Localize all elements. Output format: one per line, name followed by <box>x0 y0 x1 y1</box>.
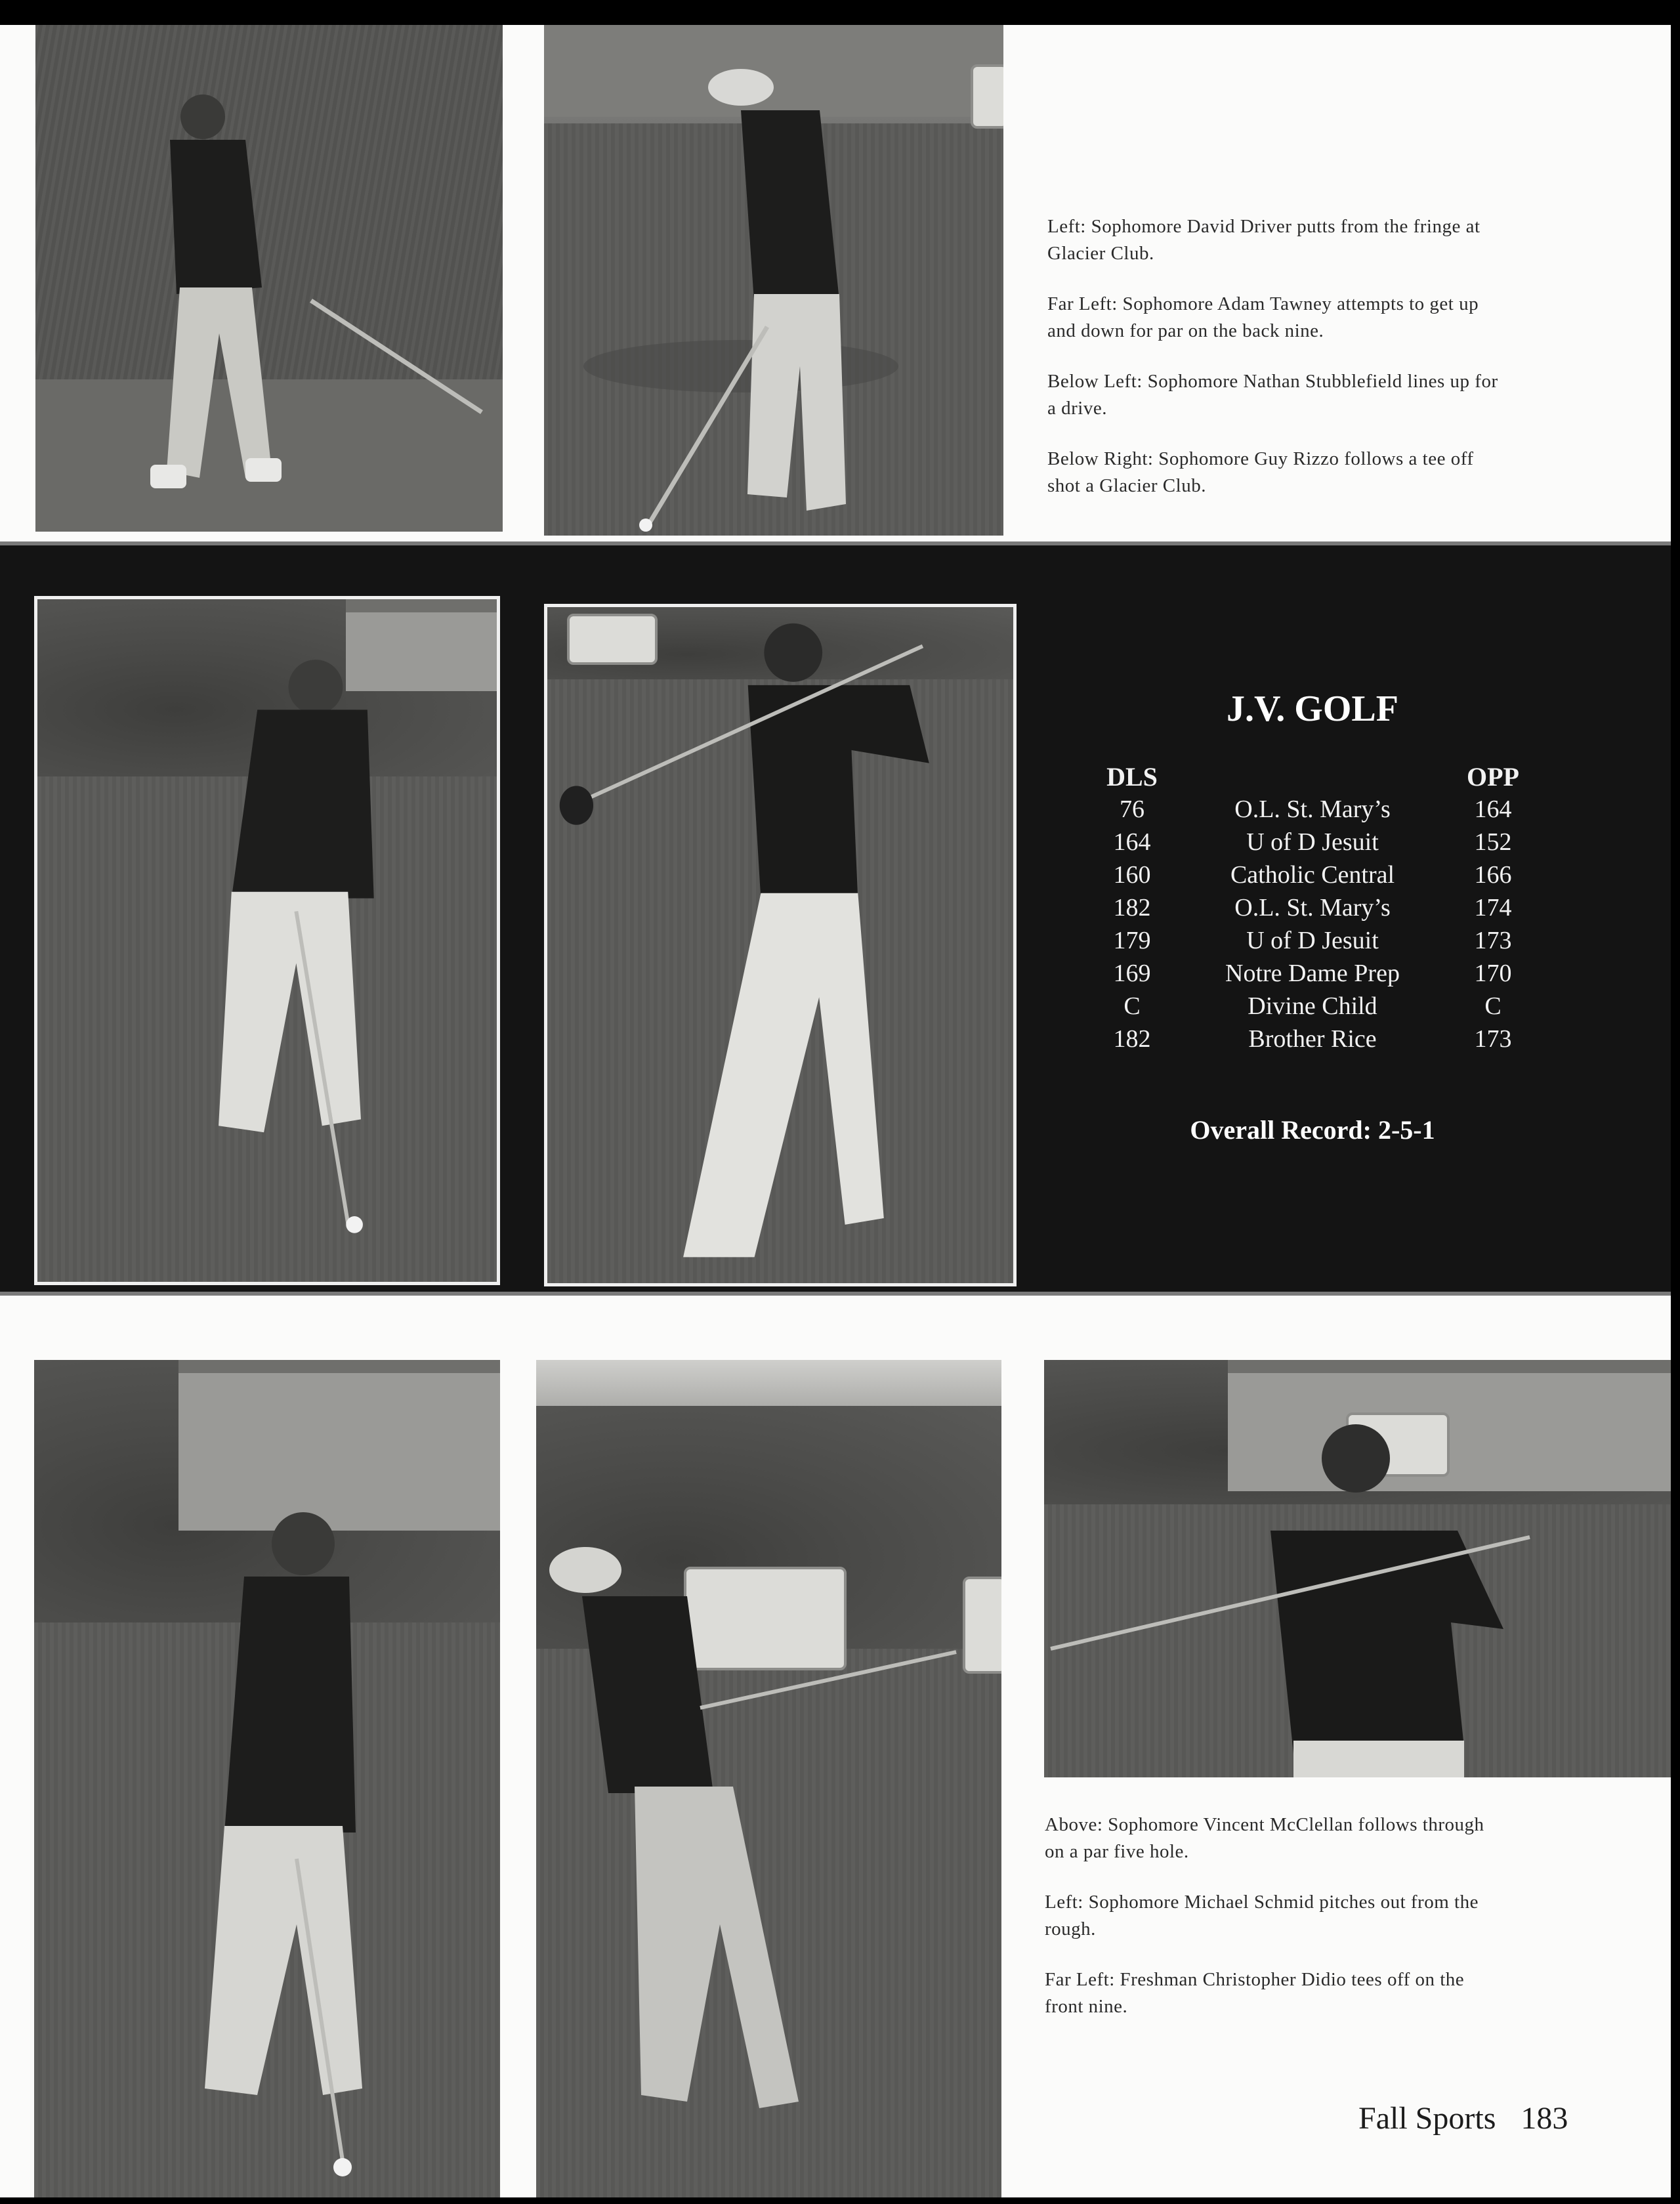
photo-golfer-chip-top-left <box>35 25 503 532</box>
caption-below-left: Below Left: Sophomore Nathan Stubblefield lines up for a drive. <box>1047 371 1498 419</box>
dls-score: C <box>1124 992 1141 1020</box>
score-row <box>1083 957 1542 990</box>
golfer-figure <box>1044 1360 1671 1777</box>
section-name: Fall Sports <box>1358 2101 1496 2136</box>
overall-record: Overall Record: 2-5-1 <box>1190 1115 1435 1145</box>
photo-golfer-swing-middle-center <box>544 604 1017 1286</box>
opponent-name: Brother Rice <box>1248 1025 1377 1053</box>
score-row <box>1083 826 1542 858</box>
photo-golfer-address-middle-left <box>34 596 500 1285</box>
photo-golfer-tee-bottom-left <box>34 1360 500 2197</box>
header-opp: OPP <box>1467 761 1519 792</box>
opp-score: 164 <box>1474 795 1512 823</box>
opp-score: 166 <box>1474 861 1512 889</box>
opponent-name: Catholic Central <box>1230 861 1395 889</box>
opponent-name: Notre Dame Prep <box>1225 960 1400 987</box>
golfer-figure <box>544 25 1003 536</box>
opp-score: 152 <box>1474 828 1512 856</box>
top-captions <box>1047 213 1507 523</box>
header-opponent <box>1181 760 1444 793</box>
dls-score: 182 <box>1113 894 1151 922</box>
photo-golfer-follow-through-bottom-right <box>1044 1360 1671 1777</box>
dls-score: 164 <box>1113 828 1151 856</box>
opponent-name: Divine Child <box>1248 992 1377 1020</box>
scoreboard-header-row <box>1083 760 1542 793</box>
golfer-figure <box>536 1360 1001 2197</box>
page-number: 183 <box>1521 2101 1568 2136</box>
bottom-captions <box>1045 1812 1504 2044</box>
golfer-figure <box>37 599 497 1282</box>
caption-left: Left: Sophomore David Driver putts from the fringe at Glacier Club. <box>1047 216 1480 264</box>
dls-score: 76 <box>1120 795 1144 823</box>
golfer-figure <box>34 1360 500 2197</box>
caption-below-right: Below Right: Sophomore Guy Rizzo follows a tee off shot a Glacier Club. <box>1047 448 1474 496</box>
dls-score: 169 <box>1113 960 1151 987</box>
caption-above: Above: Sophomore Vincent McClellan follows through on a par five hole. <box>1045 1814 1484 1862</box>
score-row <box>1083 990 1542 1023</box>
photo-golfer-putt-top-center <box>544 25 1003 536</box>
golfer-figure <box>547 607 1013 1283</box>
opp-score: 173 <box>1474 927 1512 954</box>
opponent-name: O.L. St. Mary’s <box>1234 894 1391 922</box>
opp-score: 174 <box>1474 894 1512 922</box>
opponent-name: U of D Jesuit <box>1246 828 1379 856</box>
caption-left: Left: Sophomore Michael Schmid pitches out from the rough. <box>1045 1892 1479 1939</box>
score-row <box>1083 891 1542 924</box>
dls-score: 160 <box>1113 861 1151 889</box>
golfer-figure <box>35 25 503 532</box>
opp-score: 170 <box>1474 960 1512 987</box>
scoreboard-title: J.V. GOLF <box>1227 689 1398 729</box>
score-row <box>1083 858 1542 891</box>
dls-score: 182 <box>1113 1025 1151 1053</box>
score-row <box>1083 793 1542 826</box>
caption-far-left: Far Left: Sophomore Adam Tawney attempts to get up and down for par on the back nine. <box>1047 293 1479 341</box>
score-row <box>1083 924 1542 957</box>
score-row <box>1083 1023 1542 1055</box>
opponent-name: U of D Jesuit <box>1246 927 1379 954</box>
photo-golfer-pitch-bottom-center <box>536 1360 1001 2197</box>
header-dls: DLS <box>1106 761 1158 792</box>
dls-score: 179 <box>1113 927 1151 954</box>
page-footer <box>1358 2100 1568 2136</box>
opp-score: C <box>1484 992 1502 1020</box>
scoreboard-table <box>1083 760 1542 1055</box>
caption-far-left: Far Left: Freshman Christopher Didio tees off on the front nine. <box>1045 1969 1465 2017</box>
opp-score: 173 <box>1474 1025 1512 1053</box>
opponent-name: O.L. St. Mary’s <box>1234 795 1391 823</box>
